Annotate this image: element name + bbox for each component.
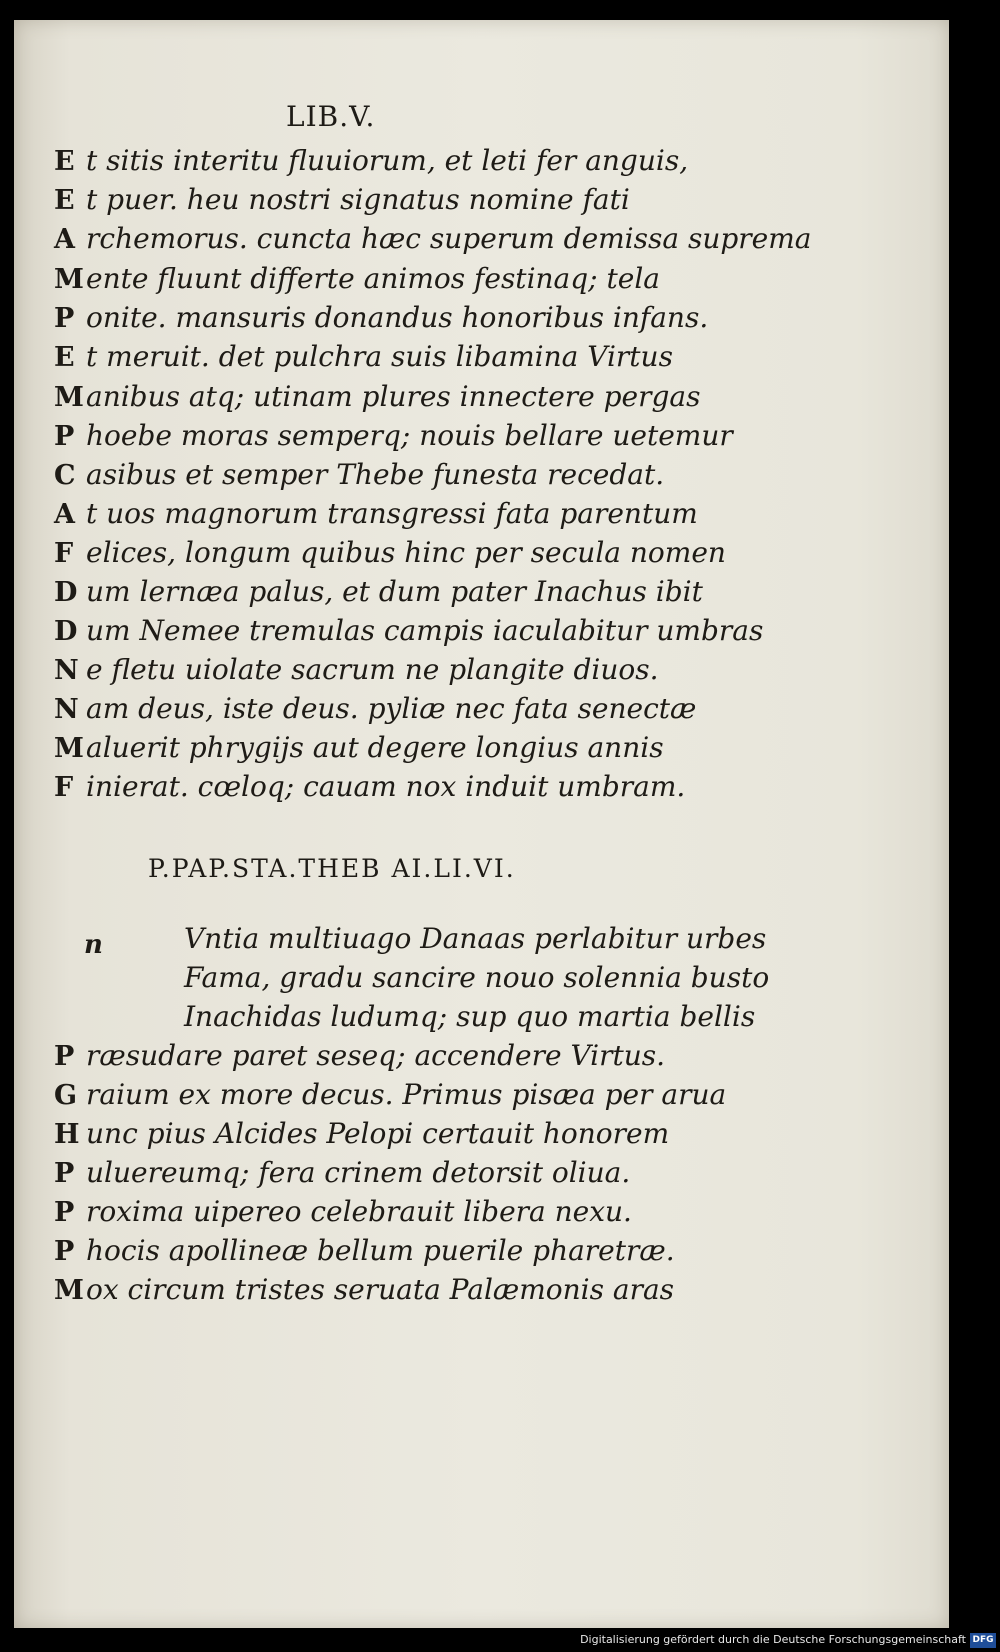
verse-initial: E <box>54 342 75 373</box>
verse-initial: P <box>54 303 75 334</box>
verse-line <box>54 1156 630 1196</box>
verse-line <box>54 536 726 576</box>
verse-text: raium ex more decus. Primus pisæa per arua <box>86 1078 727 1111</box>
verse-initial: H <box>54 1119 80 1150</box>
digitization-footer <box>0 1630 1000 1652</box>
guide-letter: n <box>84 930 103 960</box>
verse-line <box>54 458 664 498</box>
indented-verse-line: Vntia multiuago Danaas perlabitur urbes <box>184 922 767 955</box>
verse-text: uluereumq; fera crinem detorsit oliua. <box>86 1156 631 1189</box>
verse-text: t sitis interitu fluuiorum, et leti fer anguis, <box>86 144 689 177</box>
verse-text: e fletu uiolate sacrum ne plangite diuos. <box>86 653 659 686</box>
verse-text: onite. mansuris donandus honoribus infans. <box>86 301 709 334</box>
verse-text: hocis apollineæ bellum puerile pharetræ. <box>86 1234 675 1267</box>
funding-credit: Digitalisierung gefördert durch die Deutsche Forschungsgemeinschaft <box>580 1633 966 1646</box>
verse-text: ente fluunt differte animos festinaq; tela <box>86 262 660 295</box>
verse-line <box>54 301 708 341</box>
verse-initial: M <box>54 382 84 413</box>
verse-initial: E <box>54 185 75 216</box>
dfg-logo: DFG <box>970 1633 996 1648</box>
verse-line <box>54 692 696 732</box>
verse-initial: P <box>54 1041 75 1072</box>
verse-line <box>54 497 698 537</box>
verse-text: inierat. cœloq; cauam nox induit umbram. <box>86 770 686 803</box>
verse-line <box>54 614 763 654</box>
verse-text: hoebe moras semperq; nouis bellare uetemur <box>86 419 733 452</box>
verse-line <box>54 262 660 302</box>
verse-text: elices, longum quibus hinc per secula nomen <box>86 536 726 569</box>
verse-text: rchemorus. cuncta hæc superum demissa suprema <box>86 222 812 255</box>
verse-initial: C <box>54 460 76 491</box>
verse-line <box>54 183 630 223</box>
verse-text: t uos magnorum transgressi fata parentum <box>86 497 698 530</box>
verse-line <box>54 1234 675 1274</box>
verse-line <box>54 1117 669 1157</box>
verse-line <box>54 1195 632 1235</box>
verse-line <box>54 653 658 693</box>
verse-text: um Nemee tremulas campis iaculabitur umbras <box>86 614 764 647</box>
verse-initial: N <box>54 694 79 725</box>
verse-initial: P <box>54 1158 75 1189</box>
verse-line <box>54 144 688 184</box>
verse-text: anibus atq; utinam plures innectere pergas <box>86 380 701 413</box>
book-heading: P.PAP.STA.THEB AI.LI.VI. <box>148 854 516 883</box>
verse-text: ox circum tristes seruata Palæmonis aras <box>86 1273 675 1306</box>
verse-initial: P <box>54 1236 75 1267</box>
verse-initial: E <box>54 146 75 177</box>
verse-text: um lernæa palus, et dum pater Inachus ibit <box>86 575 703 608</box>
verse-line <box>54 1273 674 1313</box>
verse-text: t puer. heu nostri signatus nomine fati <box>86 183 630 216</box>
verse-initial: M <box>54 733 84 764</box>
verse-initial: F <box>54 538 74 569</box>
verse-line <box>54 1039 665 1079</box>
verse-line <box>54 419 733 459</box>
verse-text: unc pius Alcides Pelopi certauit honorem <box>86 1117 670 1150</box>
verse-initial: M <box>54 1275 84 1306</box>
verse-line <box>54 770 685 810</box>
verse-line <box>54 222 812 262</box>
verse-initial: P <box>54 421 75 452</box>
verse-initial: G <box>54 1080 78 1111</box>
verse-text: t meruit. det pulchra suis libamina Virtus <box>86 340 673 373</box>
verse-line <box>54 575 703 615</box>
verse-text: roxima uipereo celebrauit libera nexu. <box>86 1195 632 1228</box>
verse-initial: F <box>54 772 74 803</box>
verse-initial: A <box>54 499 75 530</box>
verse-initial: P <box>54 1197 75 1228</box>
verse-initial: N <box>54 655 79 686</box>
indented-verse-line: Fama, gradu sancire nouo solennia busto <box>184 961 770 994</box>
verse-text: am deus, iste deus. pyliæ nec fata senectæ <box>86 692 697 725</box>
verse-line <box>54 380 700 420</box>
running-head: LIB.V. <box>286 100 376 133</box>
verse-text: asibus et semper Thebe funesta recedat. <box>86 458 665 491</box>
indented-verse-line: Inachidas ludumq; sup quo martia bellis <box>184 1000 756 1033</box>
verse-initial: A <box>54 224 75 255</box>
verse-initial: M <box>54 264 84 295</box>
verse-text: aluerit phrygijs aut degere longius annis <box>86 731 664 764</box>
verse-initial: D <box>54 616 78 647</box>
verse-line <box>54 1078 726 1118</box>
book-page <box>14 20 949 1628</box>
verse-text: ræsudare paret seseq; accendere Virtus. <box>86 1039 666 1072</box>
verse-initial: D <box>54 577 78 608</box>
verse-line <box>54 731 664 771</box>
verse-line <box>54 340 673 380</box>
